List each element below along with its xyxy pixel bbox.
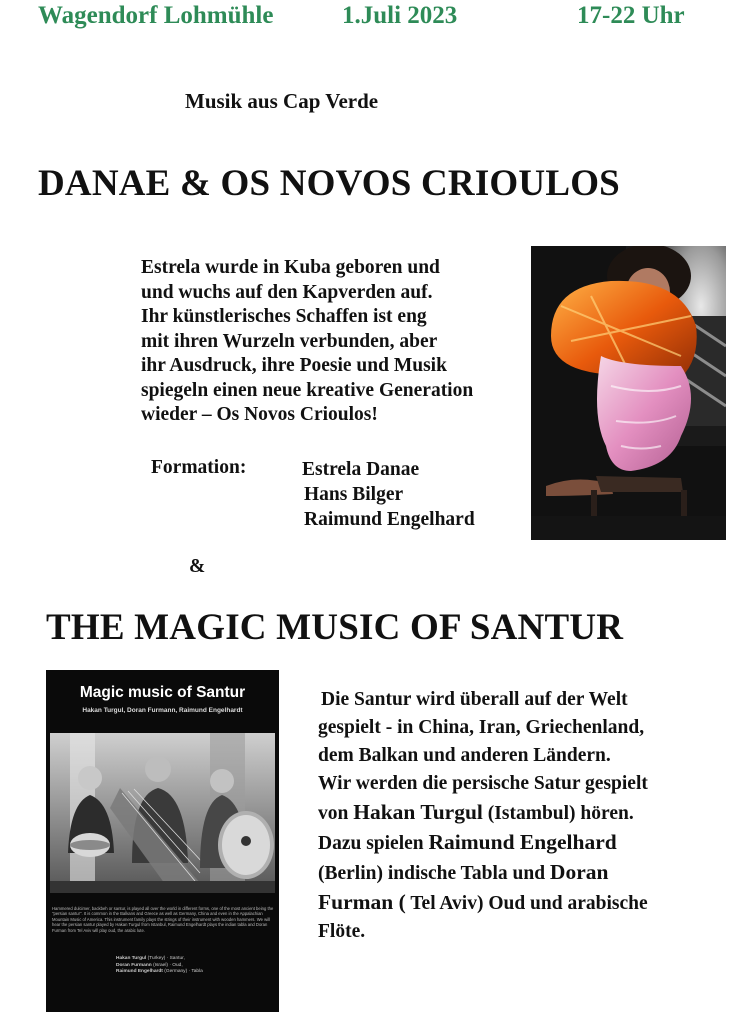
description-line: spiegeln einen neue kreative Generation — [141, 379, 474, 401]
credit-line: Raimund Engelhardt (Germany) · Tabla — [116, 969, 203, 975]
performer-name: Raimund Engelhard — [428, 830, 617, 854]
event1-description — [141, 256, 526, 428]
ampersand-connector: & — [189, 556, 206, 577]
description-line: Ihr künstlerisches Schaffen ist eng — [141, 306, 427, 327]
event2-title: THE MAGIC MUSIC OF SANTUR — [46, 607, 624, 648]
description-line: Dazu spielen Raimund Engelhard — [318, 830, 617, 854]
event1-title: DANAE & OS NOVOS CRIOULOS — [38, 163, 620, 204]
singer-photo — [531, 246, 726, 540]
description-line: mit ihren Wurzeln verbunden, aber — [141, 330, 438, 352]
description-line: Furman ( Tel Aviv) Oud und arabische — [318, 890, 648, 914]
band-photo-illustration — [50, 733, 275, 893]
singer-photo-illustration — [531, 246, 726, 540]
description-line: Flöte. — [318, 921, 366, 942]
description-line: von Hakan Turgul (Istambul) hören. — [318, 800, 634, 824]
performer-name: Doran — [549, 860, 609, 884]
event-date: 1.Juli 2023 — [342, 2, 458, 29]
poster-title: Magic music of Santur — [79, 684, 246, 701]
description-line: Die Santur wird überall auf der Welt — [321, 689, 628, 710]
poster-subtitle: Hakan Turgul, Doran Furmann, Raimund Engelhardt — [82, 707, 243, 714]
description-line: (Berlin) indische Tabla und Doran — [318, 860, 609, 884]
description-line: und wuchs auf den Kapverden auf. — [141, 281, 433, 303]
performer-name: Furman ( — [318, 890, 406, 914]
poster-credits — [116, 956, 276, 976]
description-line: wieder – Os Novos Crioulos! — [141, 404, 378, 425]
event1-kicker: Musik aus Cap Verde — [185, 89, 379, 113]
formation-members — [302, 457, 475, 532]
credit-line: Hakan Turgul (Turkey) · Santur, — [116, 956, 185, 961]
description-line: Wir werden die persische Satur gespielt — [318, 773, 648, 794]
performer-name: Hakan Turgul — [353, 800, 483, 824]
poster-description: Hammered dulcimer, backbeh or santur, is played all over the world in different forms, one of the most ancient being the "persian santur". It is common in the Balkans and Greece as well as Germany, China and even in the Appalachian Mountain Music of America. This instrument family plays the strings of their instrument with wooden hammers. We will hear the persian santur played by Hakan Turgul from Istanbul, Raimund Engelhardt plays the indian tabla and Doran Furman from Tel Aviv will play oud, the arabic lute. — [52, 906, 274, 933]
poster-band-photo — [50, 733, 275, 893]
description-line: ihr Ausdruck, ihre Poesie und Musik — [141, 355, 447, 376]
member-name: Hans Bilger — [304, 484, 404, 505]
description-line: dem Balkan und anderen Ländern. — [318, 745, 611, 766]
description-line: Estrela wurde in Kuba geboren und — [141, 257, 440, 278]
santur-poster — [46, 670, 279, 1012]
event-location: Wagendorf Lohmühle — [38, 2, 274, 29]
credit-line: Doran Furmann (Israel) · Oud, — [116, 962, 183, 968]
event2-description — [318, 686, 738, 946]
member-name: Estrela Danae — [302, 459, 420, 480]
description-line: gespielt - in China, Iran, Griechenland, — [318, 717, 645, 738]
member-name: Raimund Engelhard — [304, 509, 475, 530]
event-time: 17-22 Uhr — [577, 2, 685, 29]
formation-label: Formation: — [151, 457, 247, 478]
